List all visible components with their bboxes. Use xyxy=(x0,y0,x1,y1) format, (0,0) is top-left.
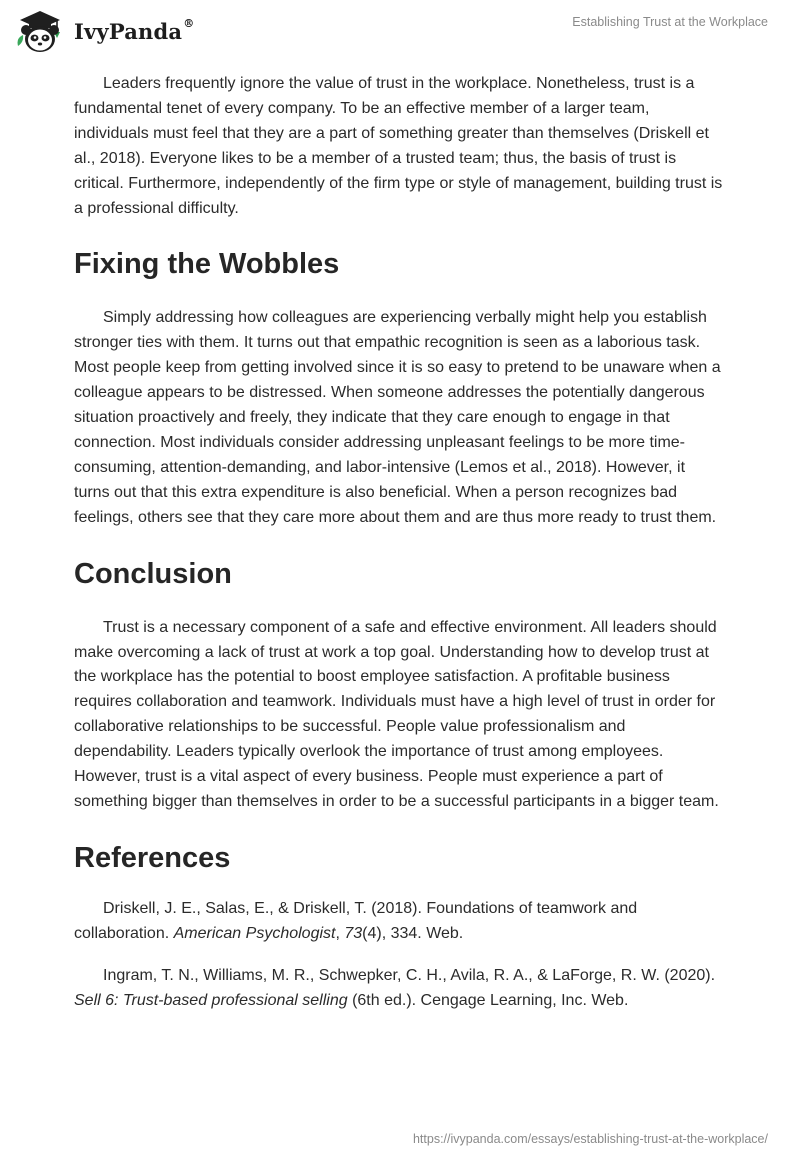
section-heading: Conclusion xyxy=(74,557,232,590)
reference-details: (6th ed.). Cengage Learning, Inc. Web. xyxy=(347,991,629,1009)
reference-details: (4), 334. Web. xyxy=(362,924,464,942)
source-url-link[interactable]: https://ivypanda.com/essays/establishing-trust-at-the-workplace/ xyxy=(412,1132,768,1146)
brand-logo[interactable] xyxy=(14,8,194,54)
reference-title: Sell 6: Trust-based professional selling xyxy=(74,991,348,1009)
registered-mark: ® xyxy=(183,16,195,30)
section-paragraph: Simply addressing how colleagues are experiencing verbally might help you establish stronger ties with them. It turns out that empathic recognition is seen as a laborious task. Most people keep from getting involved since it is so easy to pretend to be unaware when a colleague appears to be distressed. When someone addresses the potentially dangerous situation proactively and freely, they indicate that they care enough to engage in that connection. Most individuals consider addressing unpleasant feelings to be more time-consuming, attention-demanding, and labor-intensive (Lemos et al., 2018). However, it turns out that this extra expenditure is also beneficial. When a person recognizes bad feelings, others see that they care more about them and are thus more ready to trust them. xyxy=(74,309,721,526)
reference-item xyxy=(74,897,724,947)
panda-graduate-icon xyxy=(14,8,66,54)
page-header xyxy=(0,0,800,62)
reference-journal: American Psychologist xyxy=(173,924,336,942)
reference-authors: Driskell, J. E., Salas, E., & Driskell, T. (2018). Foundations of teamwork and collaboration. xyxy=(74,899,638,942)
section-paragraph: Trust is a necessary component of a safe and effective environment. All leaders should make overcoming a lack of trust at work a top goal. Understanding how to develop trust at the workplace has the potential to boost employee satisfaction. A profitable business requires collaboration and teamwork. Individuals must have a high level of trust in order for collaborative relationships to be successful. People value professionalism and dependability. Leaders typically overlook the importance of trust among employees. However, trust is a vital aspect of every business. People must experience a part of something bigger than themselves in order to be a successful participants in a bigger team. xyxy=(74,618,719,810)
reference-item xyxy=(74,964,724,1014)
essay-body xyxy=(74,72,724,1030)
references-heading: References xyxy=(74,841,231,874)
reference-separator: , xyxy=(335,924,345,942)
running-title: Establishing Trust at the Workplace xyxy=(572,15,768,29)
brand-name xyxy=(74,16,195,44)
intro-paragraph: Leaders frequently ignore the value of trust in the workplace. Nonetheless, trust is a fundamental tenet of every company. To be an effective member of a larger team, individuals must feel that they are a part of something greater than themselves (Driskell et al., 2018). Everyone likes to be a member of a trusted team; thus, the basis of trust is critical. Furthermore, independently of the firm type or style of management, building trust is a professional difficulty. xyxy=(74,75,723,217)
reference-authors: Ingram, T. N., Williams, M. R., Schwepker, C. H., Avila, R. A., & LaForge, R. W. (2020). xyxy=(103,966,716,984)
brand-name-text: IvyPanda xyxy=(74,18,183,44)
section-heading: Fixing the Wobbles xyxy=(74,248,340,281)
reference-volume: 73 xyxy=(344,924,363,942)
